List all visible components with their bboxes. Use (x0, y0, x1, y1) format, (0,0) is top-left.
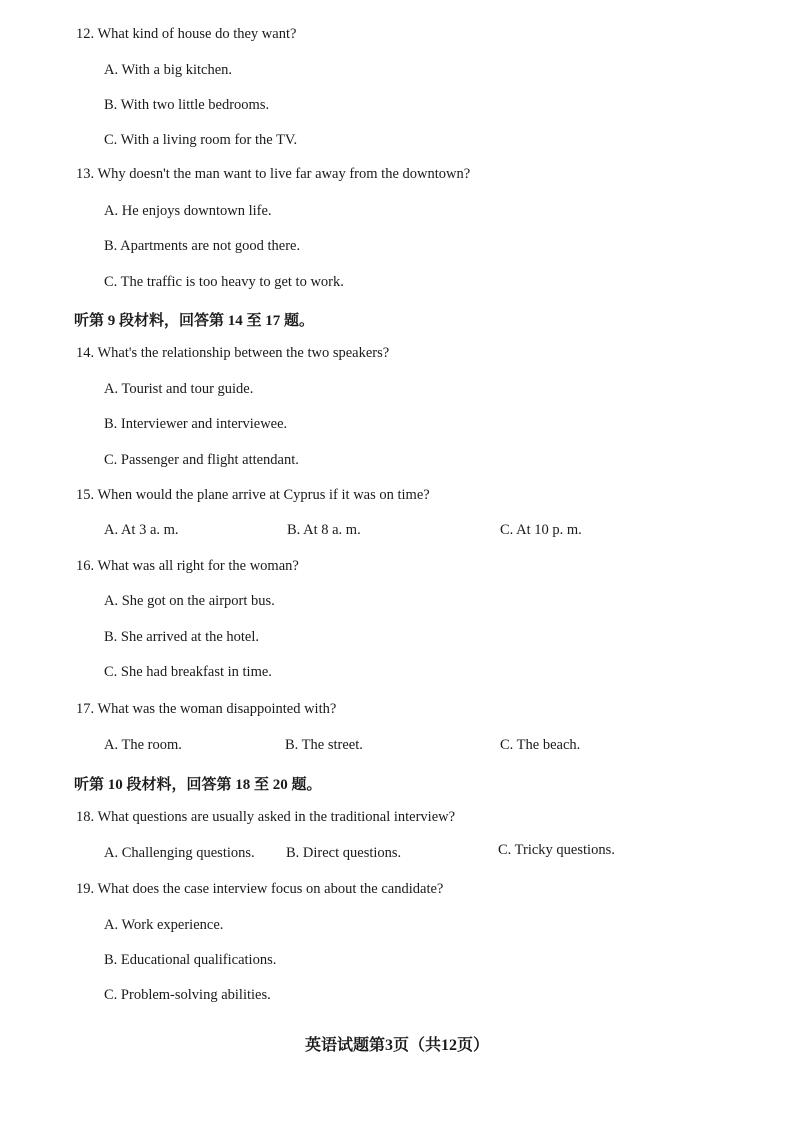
question-text: When would the plane arrive at Cyprus if it was on time? (97, 487, 430, 503)
option-18c: C. Tricky questions. (498, 842, 615, 858)
option-13c: C. The traffic is too heavy to get to work. (104, 274, 344, 290)
question-15 (76, 487, 430, 504)
question-number: 16. (76, 558, 95, 574)
page-footer: 英语试题第3页（共12页） (304, 1037, 489, 1054)
question-16 (76, 558, 299, 575)
option-12a: A. With a big kitchen. (104, 62, 233, 78)
question-19 (76, 881, 443, 898)
option-18b: B. Direct questions. (286, 845, 402, 861)
question-number: 18. (76, 809, 95, 825)
option-12c: C. With a living room for the TV. (104, 132, 298, 148)
option-19b: B. Educational qualifications. (104, 952, 277, 968)
question-text: What's the relationship between the two speakers? (97, 345, 390, 361)
question-text: Why doesn't the man want to live far away from the downtown? (97, 166, 471, 182)
question-text: What was all right for the woman? (97, 558, 299, 574)
option-15b: B. At 8 a. m. (287, 522, 361, 538)
question-number: 14. (76, 345, 95, 361)
option-15c: C. At 10 p. m. (500, 522, 582, 538)
question-text: What does the case interview focus on about the candidate? (97, 881, 444, 897)
question-12 (76, 26, 296, 43)
question-number: 12. (76, 26, 95, 42)
option-12b: B. With two little bedrooms. (104, 97, 270, 113)
option-19a: A. Work experience. (104, 917, 224, 933)
option-13a: A. He enjoys downtown life. (104, 203, 272, 219)
option-19c: C. Problem-solving abilities. (104, 987, 271, 1003)
section-heading-9: 听第 9 段材料，回答第 14 至 17 题。 (74, 313, 315, 329)
question-17 (76, 701, 336, 718)
question-text: What was the woman disappointed with? (97, 701, 337, 717)
option-17a: A. The room. (104, 737, 182, 753)
question-14 (76, 345, 389, 362)
question-text: What questions are usually asked in the traditional interview? (97, 809, 456, 825)
option-13b: B. Apartments are not good there. (104, 238, 301, 254)
option-16c: C. She had breakfast in time. (104, 664, 272, 680)
option-15a: A. At 3 a. m. (104, 522, 179, 538)
option-17b: B. The street. (285, 737, 363, 753)
question-number: 15. (76, 487, 95, 503)
option-14a: A. Tourist and tour guide. (104, 381, 254, 397)
option-17c: C. The beach. (500, 737, 581, 753)
option-18a: A. Challenging questions. (104, 845, 255, 861)
question-13 (76, 166, 470, 183)
section-heading-10: 听第 10 段材料，回答第 18 至 20 题。 (74, 777, 322, 793)
question-number: 17. (76, 701, 95, 717)
question-number: 13. (76, 166, 95, 182)
option-16a: A. She got on the airport bus. (104, 593, 275, 609)
option-16b: B. She arrived at the hotel. (104, 629, 260, 645)
question-number: 19. (76, 881, 95, 897)
question-18 (76, 809, 455, 826)
option-14c: C. Passenger and flight attendant. (104, 452, 299, 468)
question-text: What kind of house do they want? (97, 26, 297, 42)
option-14b: B. Interviewer and interviewee. (104, 416, 288, 432)
